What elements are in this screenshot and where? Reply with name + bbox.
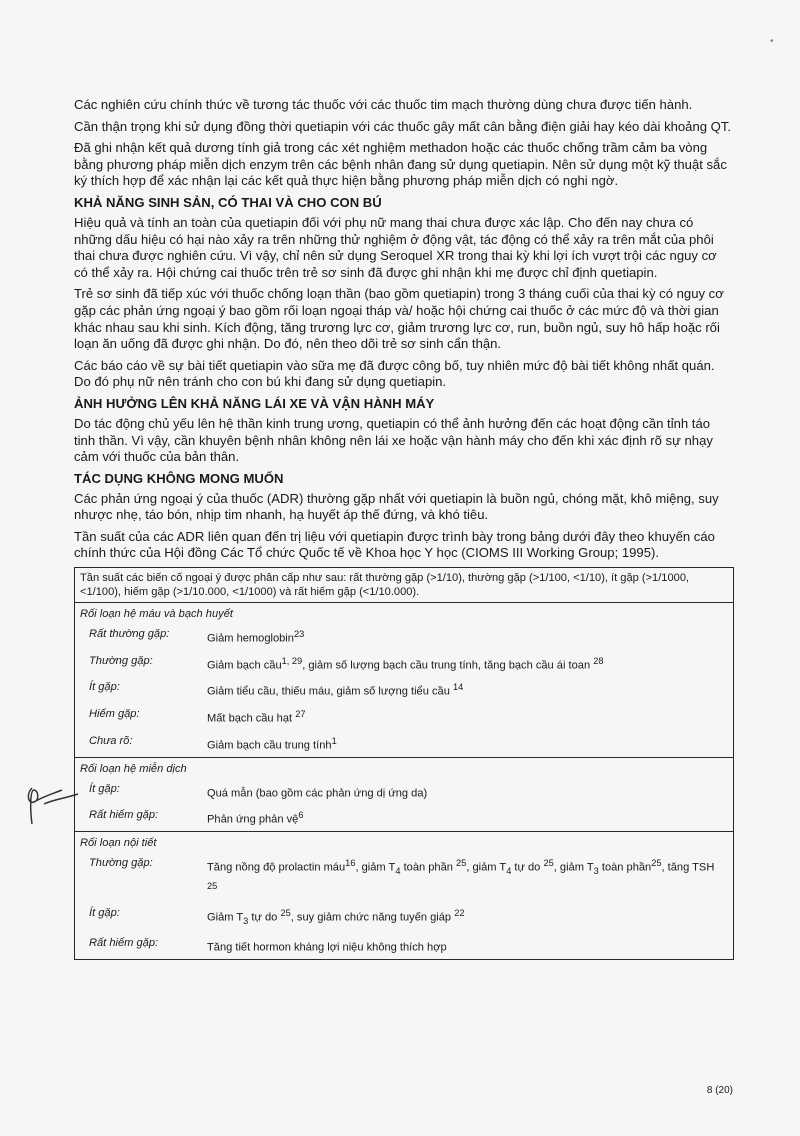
frequency-label: Thường gặp: [89, 654, 153, 667]
paragraph: Các phản ứng ngoại ý của thuốc (ADR) thường gặp nhất với quetiapin là buồn ngủ, chóng mặt, khô miệng, suy nhược nhẹ, táo bón, nhịp tim nhanh, hạ huyết áp thế đứng, và khó tiêu. [74, 490, 719, 523]
effect-text: Quá mẫn (bao gồm các phản ứng dị ứng da) [207, 787, 428, 800]
paragraph: Các nghiên cứu chính thức về tương tác thuốc với các thuốc tim mạch thường dùng chưa được tiến hành. [74, 97, 693, 112]
effect-text: Giảm tiểu cầu, thiếu máu, giảm số lượng tiểu cầu $^{14}$ [207, 682, 464, 699]
effect-text: Mất bạch cầu hạt $^{27}$ [207, 709, 306, 725]
table-row [75, 778, 733, 805]
section-heading-pregnancy: KHẢ NĂNG SINH SẢN, CÓ THAI VÀ CHO CON BÚ [74, 194, 382, 210]
adr-frequency-table [74, 567, 734, 960]
page-content [74, 97, 734, 960]
paragraph: Đã ghi nhận kết quả dương tính giả trong các xét nghiệm methadon hoặc các thuốc chống trầm cảm ba vòng bằng phương pháp miễn dịch enzym trên các bệnh nhân đang sử dụng quetiapin. Nên sử dụng một kỹ thuật sắc ký thích hợp để xác nhận lại các kết quả thực hiện bằng phương pháp miễn dịch có nghi ngờ. [74, 140, 727, 189]
frequency-label: Rất hiếm gặp: [89, 809, 159, 822]
frequency-label: Rất hiếm gặp: [89, 937, 159, 950]
page-number: 8 (20) [706, 1085, 733, 1096]
table-row [75, 730, 733, 757]
table-row [75, 623, 733, 650]
effect-text: Phản ứng phản vệ$^6$ [207, 810, 304, 826]
paragraph: Trẻ sơ sinh đã tiếp xúc với thuốc chống loạn thần (bao gồm quetiapin) trong 3 tháng cuối của thai kỳ có nguy cơ gặp các phản ứng ngoại ý bao gồm rối loạn ngoại tháp và/ hoặc hội chứng cai thuốc ở các mức độ và thời gian khác nhau sau khi sinh. Kích động, tăng trương lực cơ, giảm trương lực cơ, run, buồn ngủ, suy hô hấp hoặc rối loạn ăn uống đã được ghi nhận. Do đó, nên theo dõi trẻ sơ sinh cẩn thận. [74, 286, 724, 352]
table-row [75, 932, 733, 959]
frequency-label: Ít gặp: [89, 907, 120, 920]
handwritten-mark [22, 780, 82, 830]
section-title: Rối loạn nội tiết [80, 836, 157, 849]
table-row [75, 650, 733, 677]
effect-text: Giảm hemoglobin$^{23}$ [207, 629, 305, 645]
frequency-label: Thường gặp: [89, 856, 153, 869]
frequency-label: Hiếm gặp: [89, 708, 140, 721]
table-row [75, 804, 733, 831]
table-section [75, 831, 733, 959]
frequency-label: Chưa rõ: [89, 734, 133, 747]
table-row [75, 902, 733, 932]
paragraph: Do tác động chủ yếu lên hệ thần kinh trung ương, quetiapin có thể ảnh hưởng đến các hoạt động cần tỉnh táo tinh thần. Vì vậy, cần khuyên bệnh nhân không nên lái xe hoặc vận hành máy cho đến khi xác định rõ sự nhạy cảm với thuốc của bản thân. [74, 415, 713, 465]
section-heading-adverse-effects: TÁC DỤNG KHÔNG MONG MUỐN [74, 470, 284, 486]
paragraph: Cần thận trọng khi sử dụng đồng thời quetiapin với các thuốc gây mất cân bằng điện giải hay kéo dài khoảng QT. [74, 118, 732, 134]
effect-text: Giảm $T_3$ tự do $^{25}$, suy giảm chức năng tuyến giáp $^{22}$ [207, 908, 465, 927]
frequency-label: Ít gặp: [89, 681, 120, 694]
effect-text: Tăng nồng độ prolactin máu$^{16}$, giảm $T_4$ toàn phần $^{25}$, giảm $T_4$ tự do $^{25}$, giảm $T_3$ toàn phần$^{25}$, tăng TSH $^{25}$ [207, 857, 715, 891]
section-title: Rối loạn hệ máu và bạch huyết [80, 608, 233, 621]
effect-text: Giảm bạch cầu trung tính$^1$ [207, 735, 337, 752]
table-row [75, 676, 733, 703]
section-title: Rối loạn hệ miễn dịch [80, 762, 187, 775]
frequency-label: Rất thường gặp: [89, 628, 170, 641]
paragraph: Hiệu quả và tính an toàn của quetiapin đối với phụ nữ mang thai chưa được xác lập. Cho đến nay chưa có những dấu hiệu có hại nào xảy ra trên những thử nghiệm ở động vật, tác động có thể xảy ra trên mắt của phôi thai chưa được nghiên cứu. Vì vậy, chỉ nên sử dụng Seroquel XR trong thai kỳ khi lợi ích vượt trội các nguy cơ có thể xảy ra. Hội chứng cai thuốc trên trẻ sơ sinh đã được ghi nhận khi mẹ được chỉ định quetiapin. [74, 214, 717, 280]
frequency-note: Tần suất các biến cố ngoại ý được phân cấp như sau: rất thường gặp (>1/10), thường gặp (>1/100, <1/10), ít gặp (>1/1000, <1/100), hiếm gặp (>1/10.000, <1/1000) và rất hiếm gặp (<1/10.000). [75, 568, 733, 603]
effect-text: Tăng tiết hormon kháng lợi niệu không thích hợp [207, 942, 447, 955]
effect-text: Giảm bạch cầu$^{1, 29}$, giảm số lượng bạch cầu trung tính, tăng bạch cầu ái toan $^{28}$ [207, 655, 604, 672]
table-row [75, 703, 733, 730]
paragraph: Các báo cáo về sự bài tiết quetiapin vào sữa mẹ đã được công bố, tuy nhiên mức độ bài tiết không nhất quán. Do đó phụ nữ nên tránh cho con bú khi đang sử dụng quetiapin. [74, 357, 715, 390]
corner-mark: • [770, 36, 774, 47]
table-row [75, 852, 733, 903]
frequency-label: Ít gặp: [89, 782, 120, 795]
table-section [75, 603, 733, 756]
table-section [75, 757, 733, 831]
section-heading-driving: ẢNH HƯỞNG LÊN KHẢ NĂNG LÁI XE VÀ VẬN HÀNH MÁY [74, 395, 435, 411]
paragraph: Tần suất của các ADR liên quan đến trị liệu với quetiapin được trình bày trong bảng dưới đây theo khuyến cáo chính thức của Hội đồng Các Tổ chức Quốc tế về Khoa học Y học (CIOMS III Working Group; 1995). [74, 528, 715, 561]
